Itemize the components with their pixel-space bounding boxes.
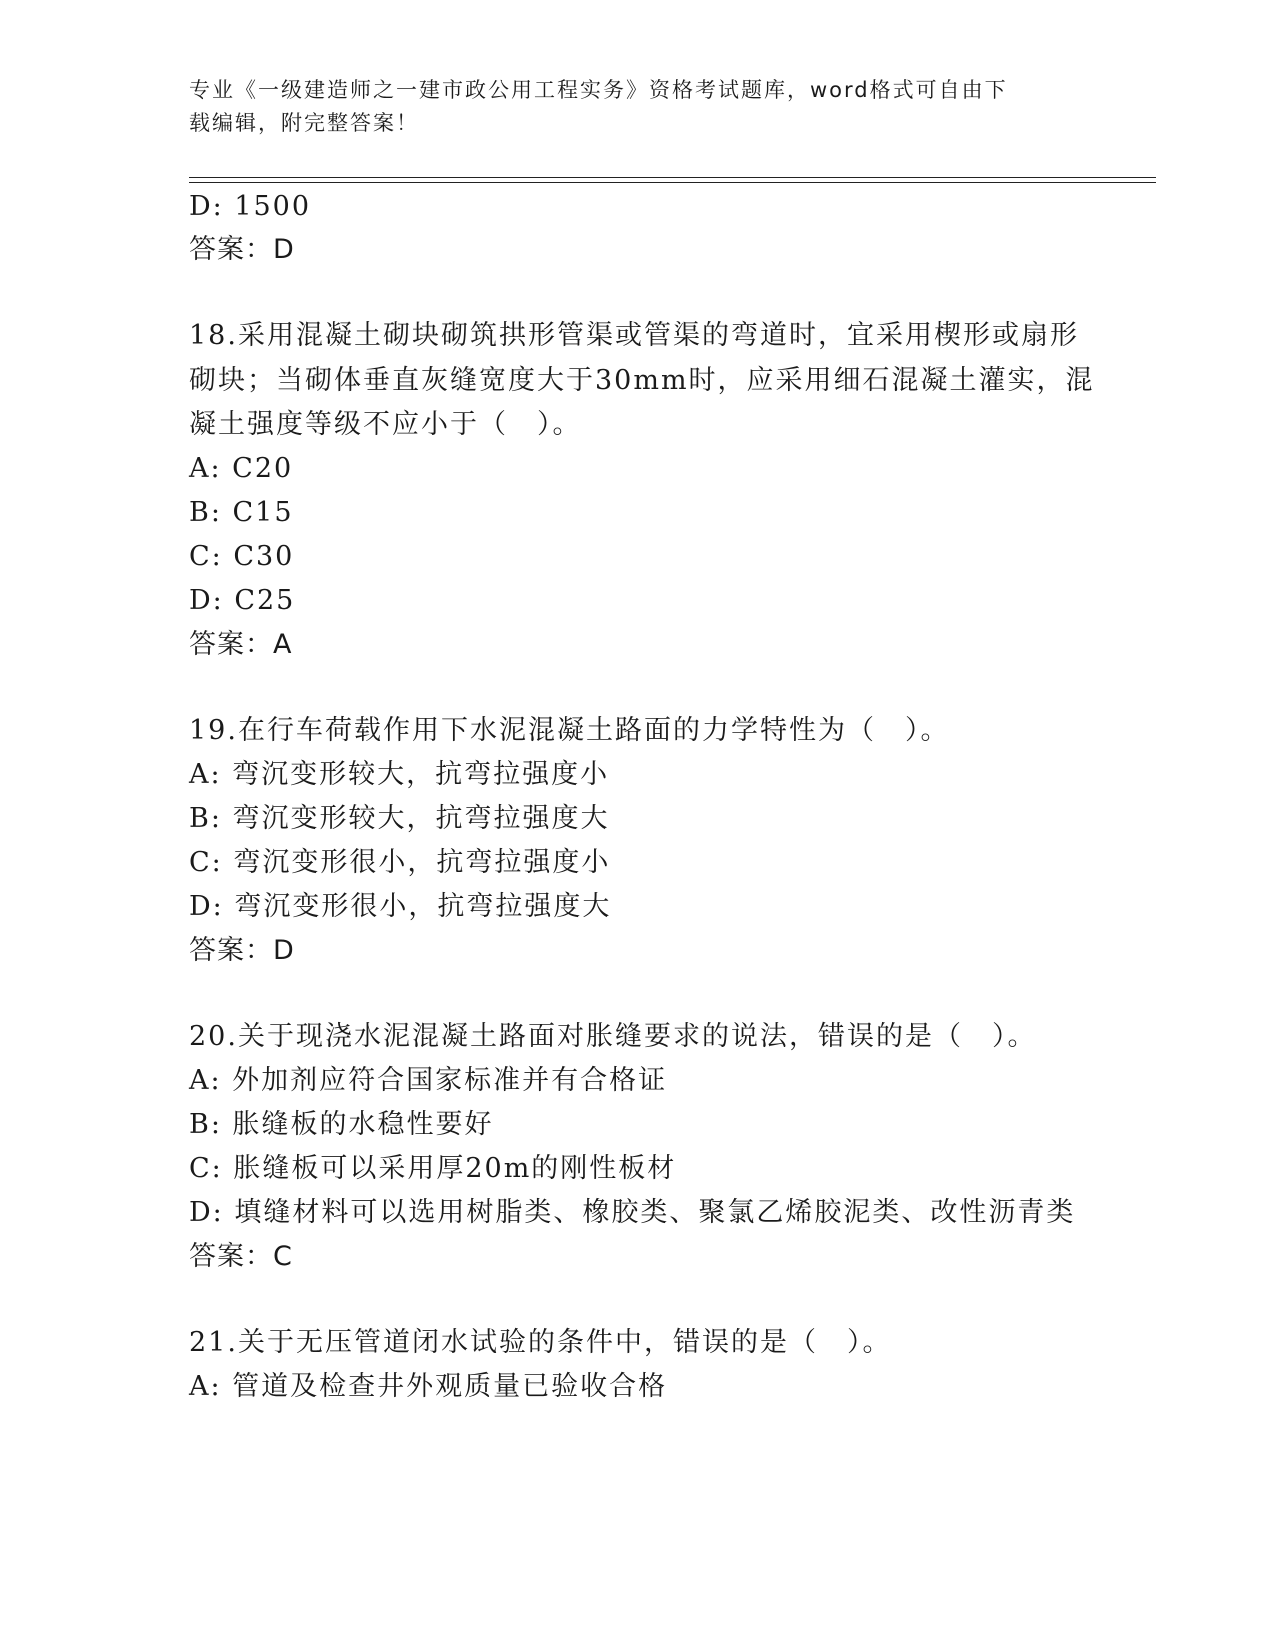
q20-option-a: A: 外加剂应符合国家标准并有合格证: [189, 1065, 668, 1096]
q19-option-d: D: 弯沉变形很小，抗弯拉强度大: [189, 891, 612, 922]
q18-answer: 答案：A: [189, 629, 293, 660]
q18-option-b: B: C15: [189, 497, 294, 528]
header-divider-bottom: [189, 182, 1156, 183]
q17-option-d: D: 1500: [189, 191, 312, 222]
q19-option-b: B: 弯沉变形较大，抗弯拉强度大: [189, 803, 610, 834]
q17-answer: 答案：D: [189, 234, 295, 265]
header-line-1: 专业《一级建造师之一建市政公用工程实务》资格考试题库，word格式可自由下: [189, 78, 1008, 102]
document-header: [189, 74, 1089, 140]
q20-option-b: B: 胀缝板的水稳性要好: [189, 1109, 494, 1140]
q18-option-d: D: C25: [189, 585, 296, 616]
q19-option-a: A: 弯沉变形较大，抗弯拉强度小: [189, 759, 610, 790]
q19-option-c: C: 弯沉变形很小，抗弯拉强度小: [189, 847, 611, 878]
q18-stem-line-2: 砌块；当砌体垂直灰缝宽度大于30mm时，应采用细石混凝土灌实，混: [189, 365, 1095, 396]
header-line-2: 载编辑，附完整答案！: [189, 111, 419, 135]
q21-stem: 21.关于无压管道闭水试验的条件中，错误的是（ ）。: [189, 1327, 892, 1358]
q18-stem-line-3: 凝土强度等级不应小于（ ）。: [189, 409, 582, 440]
q20-answer: 答案：C: [189, 1241, 293, 1272]
q20-option-d: D: 填缝材料可以选用树脂类、橡胶类、聚氯乙烯胶泥类、改性沥青类: [189, 1197, 1076, 1228]
q21-option-a: A: 管道及检查井外观质量已验收合格: [189, 1371, 668, 1402]
q18-stem-line-1: 18.采用混凝土砌块砌筑拱形管渠或管渠的弯道时，宜采用楔形或扇形: [189, 320, 1079, 351]
q19-stem: 19.在行车荷载作用下水泥混凝土路面的力学特性为（ ）。: [189, 715, 950, 746]
q20-stem: 20.关于现浇水泥混凝土路面对胀缝要求的说法，错误的是（ ）。: [189, 1021, 1037, 1052]
header-divider-top: [189, 177, 1156, 178]
q18-option-c: C: C30: [189, 541, 295, 572]
q18-option-a: A: C20: [189, 453, 294, 484]
q19-answer: 答案：D: [189, 935, 295, 966]
q20-option-c: C: 胀缝板可以采用厚20m的刚性板材: [189, 1153, 677, 1184]
